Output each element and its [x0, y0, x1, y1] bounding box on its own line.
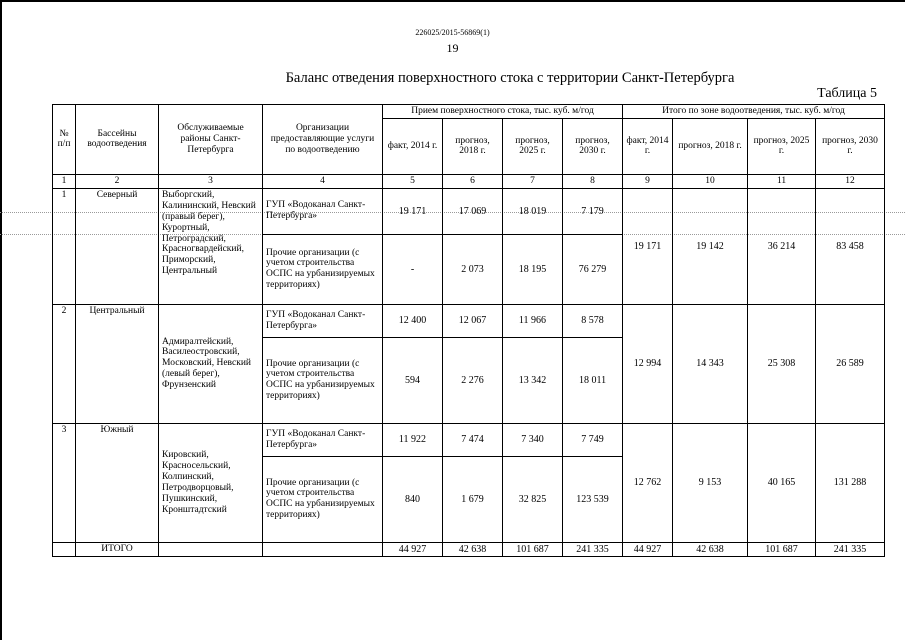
header-num: № п/п	[53, 105, 76, 175]
value-cell: 18 011	[563, 337, 623, 423]
value-cell: 12 067	[443, 304, 503, 337]
value-cell: 123 539	[563, 456, 623, 542]
column-number: 2	[76, 174, 159, 188]
column-number: 6	[443, 174, 503, 188]
value-cell: 840	[383, 456, 443, 542]
total-value: 101 687	[503, 542, 563, 557]
column-number: 12	[816, 174, 885, 188]
page-left-border	[0, 0, 2, 640]
value-cell: 18 019	[503, 188, 563, 234]
subheader-cell: прогноз, 2018 г.	[443, 118, 503, 174]
basin-number: 2	[53, 304, 76, 423]
basin-districts: Кировский, Красносельский, Колпинский, Петродворцовый, Пушкинский, Кронштадтский	[159, 423, 263, 542]
total-empty-cell	[263, 542, 383, 557]
subheader-cell: факт, 2014 г.	[623, 118, 673, 174]
subheader-cell: прогноз, 2025 г.	[748, 118, 816, 174]
table-row	[53, 304, 885, 337]
document-title: Баланс отведения поверхностного стока с территории Санкт-Петербурга	[285, 70, 735, 86]
subheader-cell: прогноз, 2030 г.	[816, 118, 885, 174]
header-basin: Бассейны водоотведения	[76, 105, 159, 175]
total-cell: 9 153	[673, 423, 748, 542]
column-number: 4	[263, 174, 383, 188]
org-name: Прочие организации (с учетом строительства ОСПС на урбанизируемых территориях)	[263, 234, 383, 304]
total-cell: 40 165	[748, 423, 816, 542]
value-cell: 7 474	[443, 423, 503, 456]
total-empty-cell	[159, 542, 263, 557]
value-cell: 11 922	[383, 423, 443, 456]
value-cell: 7 749	[563, 423, 623, 456]
column-number: 7	[503, 174, 563, 188]
basin-name: Северный	[76, 188, 159, 304]
total-cell: 25 308	[748, 304, 816, 423]
basin-name: Центральный	[76, 304, 159, 423]
total-empty-cell	[53, 542, 76, 557]
value-cell: 8 578	[563, 304, 623, 337]
total-row	[53, 542, 885, 557]
total-value: 241 335	[816, 542, 885, 557]
total-value: 42 638	[443, 542, 503, 557]
value-cell: 19 171	[383, 188, 443, 234]
document-id: 226025/2015-56869(1)	[415, 28, 490, 37]
table-row	[53, 188, 885, 234]
total-value: 42 638	[673, 542, 748, 557]
value-cell: 17 069	[443, 188, 503, 234]
page-number: 19	[446, 41, 459, 55]
org-name: Прочие организации (с учетом строительства ОСПС на урбанизируемых территориях)	[263, 456, 383, 542]
total-cell: 36 214	[748, 188, 816, 304]
total-cell: 19 142	[673, 188, 748, 304]
header-intake-group: Прием поверхностного стока, тыс. куб. м/год	[383, 105, 623, 119]
column-number: 9	[623, 174, 673, 188]
balance-table	[52, 104, 885, 557]
subheader-cell: прогноз, 2030 г.	[563, 118, 623, 174]
header-row-groups	[53, 105, 885, 119]
header-orgs: Организации предоставляющие услуги по водоотведению	[263, 105, 383, 175]
value-cell: 11 966	[503, 304, 563, 337]
total-value: 44 927	[383, 542, 443, 557]
total-cell: 19 171	[623, 188, 673, 304]
total-cell: 14 343	[673, 304, 748, 423]
basin-districts: Выборгский, Калининский, Невский (правый берег), Курортный, Петроградский, Красногвардейский, Приморский, Центральный	[159, 188, 263, 304]
value-cell: -	[383, 234, 443, 304]
total-cell: 83 458	[816, 188, 885, 304]
table-label: Таблица 5	[817, 86, 877, 101]
column-number: 11	[748, 174, 816, 188]
header-total-group: Итого по зоне водоотведения, тыс. куб. м/год	[623, 105, 885, 119]
total-label: ИТОГО	[76, 542, 159, 557]
value-cell: 76 279	[563, 234, 623, 304]
subheader-cell: прогноз, 2018 г.	[673, 118, 748, 174]
header-districts: Обслуживаемые районы Санкт-Петербурга	[159, 105, 263, 175]
column-number: 8	[563, 174, 623, 188]
org-name: ГУП «Водоканал Санкт-Петербурга»	[263, 188, 383, 234]
basin-number: 1	[53, 188, 76, 304]
subheader-cell: прогноз, 2025 г.	[503, 118, 563, 174]
total-cell: 12 762	[623, 423, 673, 542]
subheader-cell: факт, 2014 г.	[383, 118, 443, 174]
column-number: 10	[673, 174, 748, 188]
value-cell: 18 195	[503, 234, 563, 304]
total-cell: 131 288	[816, 423, 885, 542]
column-number: 1	[53, 174, 76, 188]
value-cell: 13 342	[503, 337, 563, 423]
value-cell: 12 400	[383, 304, 443, 337]
column-number-row	[53, 174, 885, 188]
value-cell: 7 179	[563, 188, 623, 234]
page-top-border	[0, 0, 905, 2]
basin-districts: Адмиралтейский, Василеостровский, Московский, Невский (левый берег), Фрунзенский	[159, 304, 263, 423]
total-value: 44 927	[623, 542, 673, 557]
basin-number: 3	[53, 423, 76, 542]
value-cell: 7 340	[503, 423, 563, 456]
total-value: 241 335	[563, 542, 623, 557]
org-name: ГУП «Водоканал Санкт-Петербурга»	[263, 304, 383, 337]
value-cell: 594	[383, 337, 443, 423]
value-cell: 2 276	[443, 337, 503, 423]
value-cell: 1 679	[443, 456, 503, 542]
value-cell: 32 825	[503, 456, 563, 542]
column-number: 3	[159, 174, 263, 188]
total-cell: 12 994	[623, 304, 673, 423]
org-name: ГУП «Водоканал Санкт-Петербурга»	[263, 423, 383, 456]
table-row	[53, 423, 885, 456]
total-value: 101 687	[748, 542, 816, 557]
org-name: Прочие организации (с учетом строительства ОСПС на урбанизируемых территориях)	[263, 337, 383, 423]
value-cell: 2 073	[443, 234, 503, 304]
total-cell: 26 589	[816, 304, 885, 423]
column-number: 5	[383, 174, 443, 188]
basin-name: Южный	[76, 423, 159, 542]
